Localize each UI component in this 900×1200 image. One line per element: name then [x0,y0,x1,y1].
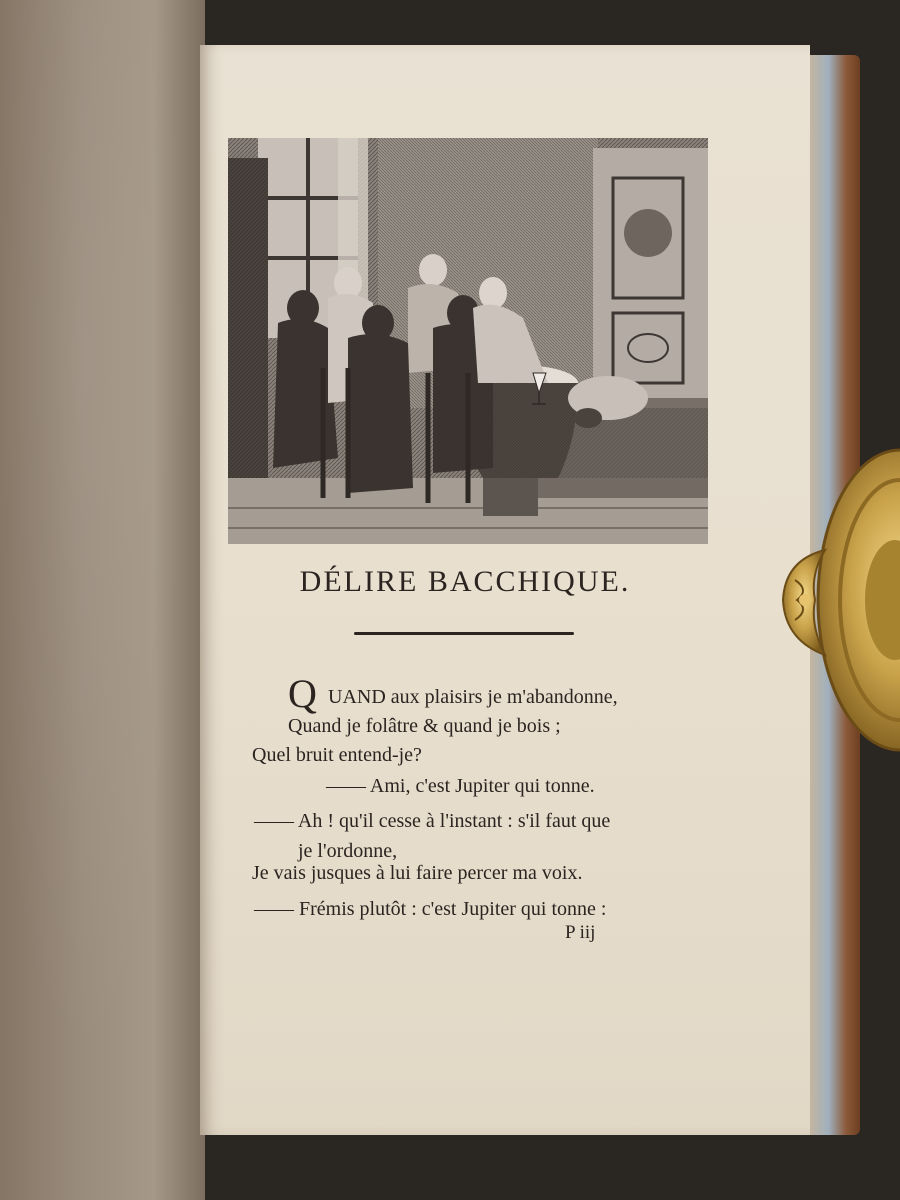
poem-line-4: —— Ami, c'est Jupiter qui tonne. [326,775,595,797]
title-rule [354,632,574,635]
left-page [0,0,205,1200]
poem-title: DÉLIRE BACCHIQUE. [299,565,631,598]
poem-line-2: Quand je folâtre & quand je bois ; [288,715,561,737]
drop-cap: Q [288,671,317,716]
poem-line-7: Je vais jusques à lui faire percer ma voix. [252,862,583,884]
engraving-illustration [228,138,708,544]
poem-line-6: je l'ordonne, [298,840,398,862]
poem-line-8: —— Frémis plutôt : c'est Jupiter qui tonne : [254,898,607,920]
brass-clasp [775,440,900,760]
poem-line-1: UAND aux plaisirs je m'abandonne, [328,686,618,708]
poem-line-5: —— Ah ! qu'il cesse à l'instant : s'il faut que [254,810,611,832]
poem-line-3: Quel bruit entend-je? [252,744,422,766]
page-signature: P iij [565,922,596,943]
